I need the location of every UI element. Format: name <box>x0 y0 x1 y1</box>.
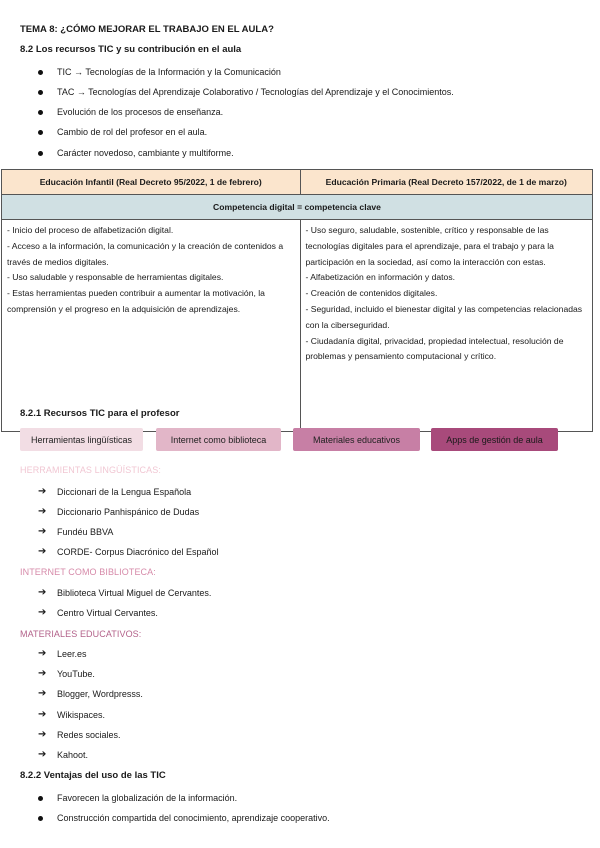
arrow-icon: ➔ <box>38 709 47 720</box>
table-line: - Ciudadanía digital, privacidad, propiedad intelectual, resolución de problemas y pensamiento computacional y crítico. <box>305 335 564 362</box>
list-item: Biblioteca Virtual Miguel de Cervantes. <box>57 588 212 598</box>
list-item: Cambio de rol del profesor en el aula. <box>57 127 208 137</box>
table-cell-infantil <box>2 220 301 432</box>
arrow-icon: ➔ <box>38 749 47 760</box>
list-item: Centro Virtual Cervantes. <box>57 608 158 618</box>
arrow-icon: ➔ <box>38 506 47 517</box>
list-item: Construcción compartida del conocimiento, aprendizaje cooperativo. <box>57 813 330 823</box>
table-header-primaria: Educación Primaria (Real Decreto 157/2022, de 1 de marzo) <box>300 170 593 195</box>
table-cell-primaria <box>300 220 593 432</box>
table-line: - Estas herramientas pueden contribuir a aumentar la motivación, la comprensión y el progreso en la adquisición de aprendizajes. <box>7 288 265 314</box>
list-item: Fundéu BBVA <box>57 527 114 537</box>
arrow-icon: ➔ <box>38 648 47 659</box>
arrow-icon: ➔ <box>38 486 47 497</box>
arrow-icon: ➔ <box>38 526 47 537</box>
list-item: Evolución de los procesos de enseñanza. <box>57 107 224 117</box>
table-line: - Uso saludable y responsable de herramientas digitales. <box>7 272 224 283</box>
list-item: Favorecen la globalización de la información. <box>57 793 238 803</box>
table-band-competencia: Competencia digital = competencia clave <box>2 195 593 220</box>
tab-herramientas-linguisticas[interactable]: Herramientas lingüísticas <box>20 428 143 451</box>
list-item: Blogger, Wordpresss. <box>57 689 143 699</box>
bullet-dot <box>38 90 43 95</box>
tab-apps-gestion-aula[interactable]: Apps de gestión de aula <box>431 428 558 451</box>
category-title-internet: INTERNET COMO BIBLIOTECA: <box>20 567 156 577</box>
arrow-icon: ➔ <box>38 587 47 598</box>
list-item: YouTube. <box>57 669 95 679</box>
category-title-herramientas: HERRAMIENTAS LINGÜÍSTICAS: <box>20 465 161 475</box>
arrow-icon: ➔ <box>38 688 47 699</box>
tab-internet-como-biblioteca[interactable]: Internet como biblioteca <box>156 428 281 451</box>
tab-materiales-educativos[interactable]: Materiales educativos <box>293 428 420 451</box>
section-heading-8-2-2: 8.2.2 Ventajas del uso de las TIC <box>20 770 166 781</box>
table-line: - Creación de contenidos digitales. <box>305 288 438 299</box>
table-line: - Inicio del proceso de alfabetización digital. <box>7 225 174 235</box>
list-item: Leer.es <box>57 649 87 659</box>
table-header-infantil: Educación Infantil (Real Decreto 95/2022, 1 de febrero) <box>2 170 301 195</box>
bullet-dot <box>38 130 43 135</box>
list-item: TAC → Tecnologías del Aprendizaje Colaborativo / Tecnologías del Aprendizaje y el Conocimientos. <box>57 87 454 97</box>
bullet-dot <box>38 70 43 75</box>
arrow-icon: ➔ <box>38 546 47 557</box>
table-line: - Uso seguro, saludable, sostenible, crítico y responsable de las tecnologías digitales para el aprendizaje, para el trabajo y para la participación en la sociedad, así como la interacción con estas. <box>305 225 554 267</box>
competencias-table <box>1 169 593 432</box>
arrow-icon: ➔ <box>38 729 47 740</box>
section-heading-8-2-1: 8.2.1 Recursos TIC para el profesor <box>20 408 180 419</box>
list-item: Carácter novedoso, cambiante y multiforme. <box>57 148 234 158</box>
table-line: - Acceso a la información, la comunicación y la creación de contenidos a través de medios digitales. <box>7 240 284 267</box>
list-item: Diccionari de la Lengua Española <box>57 487 192 497</box>
category-title-materiales: MATERIALES EDUCATIVOS: <box>20 629 142 639</box>
bullet-dot <box>38 796 43 801</box>
bullet-dot <box>38 151 43 156</box>
list-item: Wikispaces. <box>57 710 106 720</box>
table-line: - Alfabetización en información y datos. <box>305 272 456 283</box>
arrow-icon: ➔ <box>38 607 47 618</box>
list-item: TIC → Tecnologías de la Información y la Comunicación <box>57 67 281 77</box>
arrow-icon: ➔ <box>38 668 47 679</box>
bullet-dot <box>38 816 43 821</box>
list-item: Kahoot. <box>57 750 89 760</box>
table-line: - Seguridad, incluido el bienestar digital y las competencias relacionadas con la ciberseguridad. <box>305 303 583 330</box>
list-item: CORDE- Corpus Diacrónico del Español <box>57 547 219 557</box>
list-item: Redes sociales. <box>57 730 121 740</box>
section-heading-8-2: 8.2 Los recursos TIC y su contribución en el aula <box>20 44 242 55</box>
page-title: TEMA 8: ¿CÓMO MEJORAR EL TRABAJO EN EL AULA? <box>20 24 274 35</box>
bullet-dot <box>38 110 43 115</box>
list-item: Diccionario Panhispánico de Dudas <box>57 507 200 517</box>
